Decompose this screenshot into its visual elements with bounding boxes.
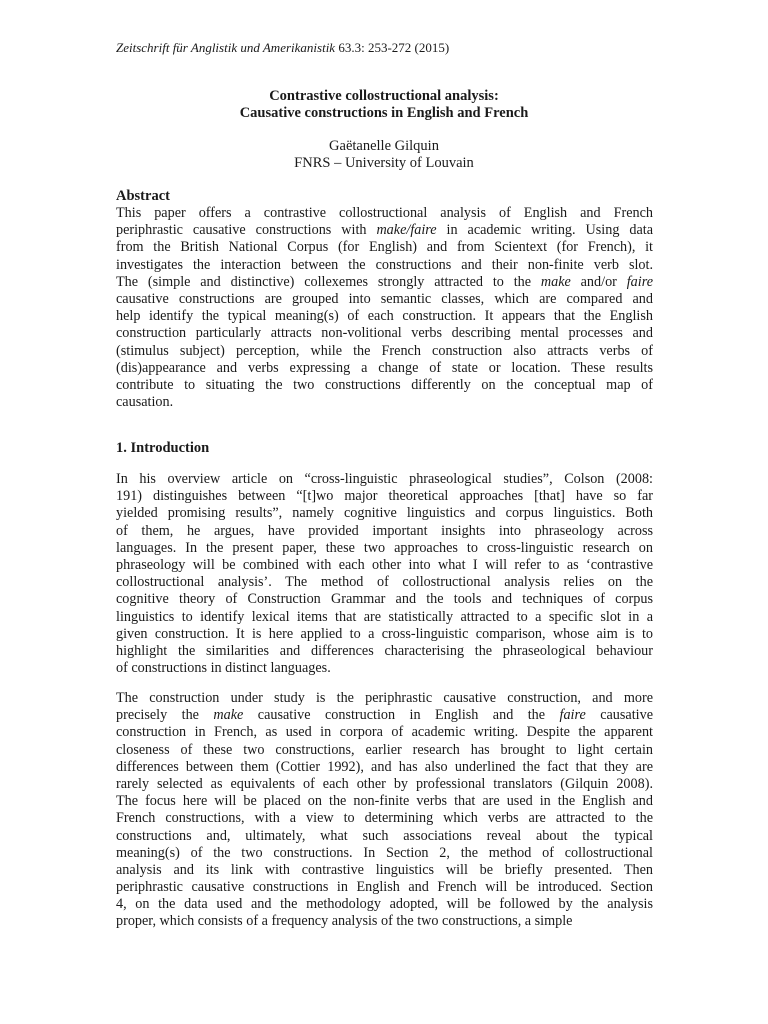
journal-name: Zeitschrift für Anglistik und Amerikanistik [116,40,336,55]
italic-term: make [540,273,571,290]
text-line: (stimulus subject) perception, while the French construction also attracts verbs of [116,342,653,359]
text-line: construction particularly attracts non-volitional verbs describing mental processes and [116,325,653,342]
text-line: construction in French, as used in corpora of academic writing. Despite the apparent [116,724,653,741]
text-line: contribute to situating the two constructions differently on the conceptual map of [116,376,653,393]
text-line: linguistics to identify lexical items that are statistically attracted to a specific slot in a [116,608,653,625]
author-affiliation: FNRS – University of Louvain [294,155,474,171]
journal-reference: 63.3: 253-272 (2015) [338,40,450,55]
text-line: analysis and its link with contrastive linguistics will be briefly presented. Then [116,861,653,878]
author-block [116,138,652,172]
title-line-1: Contrastive collostructional analysis: [269,88,499,104]
text-line: given construction. It is here applied to a cross-linguistic comparison, whose aim is to [116,625,653,642]
abstract-text [116,205,653,411]
text-line: (dis)appearance and verbs expressing a change of state or location. These results [116,359,653,376]
introduction-paragraph-2 [116,690,653,931]
text-line: The (simple and distinctive) collexemes strongly attracted to the make and/or faire [116,273,653,290]
text-line: closeness of these two constructions, earlier research has brought to light certain [116,741,653,758]
text-line: 191) distinguishes between “[t]wo major theoretical approaches [that] have so far [116,488,653,505]
text-line: of them, he argues, have provided important insights into phraseology across [116,522,653,539]
text-line: causation. [116,394,174,411]
text-line: The focus here will be placed on the non-finite verbs that are used in the English and [116,793,653,810]
journal-citation [116,40,449,56]
text-line: constructions and, ultimately, what such associations reveal about the typical [116,827,653,844]
text-line: causative constructions are grouped into semantic classes, which are compared and [116,290,653,307]
text-line: periphrastic causative constructions in English and French will be introduced. Section [116,879,653,896]
title-line-2: Causative constructions in English and French [239,105,529,121]
text-line: proper, which consists of a frequency analysis of the two constructions, a simple [116,913,573,930]
italic-term: faire [626,273,653,290]
text-line: This paper offers a contrastive collostructional analysis of English and French [116,205,653,221]
paper-title [116,88,652,122]
text-line: investigates the interaction between the constructions and their non-finite verb slot. [116,256,653,273]
text-line: from the British National Corpus (for English) and from Scientext (for French), it [116,239,653,256]
text-line: cognitive theory of Construction Grammar and the tools and techniques of corpus [116,591,653,608]
text-line: 4, on the data used and the methodology adopted, will be followed by the analysis [116,896,653,913]
text-line: In his overview article on “cross-linguistic phraseological studies”, Colson (2008: [116,471,653,487]
text-line: phraseology will be combined with each other into what I will refer to as ‘contrastive [116,556,653,573]
text-line: periphrastic causative constructions with make/faire in academic writing. Using data [116,222,653,239]
italic-term: make/faire [376,222,437,239]
text-line: help identify the typical meaning(s) of each construction. It appears that the English [116,308,653,325]
introduction-paragraph-1 [116,471,653,677]
text-line: differences between them (Cottier 1992), and has also underlined the fact that they are [116,758,653,775]
text-line: meaning(s) of the two constructions. In Section 2, the method of collostructional [116,844,653,861]
text-line: French constructions, with a view to determining which verbs are attracted to the [116,810,653,827]
text-line: collostructional analysis’. The method of collostructional analysis relies on the [116,574,653,591]
italic-term: make [213,707,244,724]
text-line: yielded promising results”, namely cognitive linguistics and corpus linguistics. Both [116,505,653,522]
section-heading-introduction: 1. Introduction [116,440,210,456]
author-name: Gaëtanelle Gilquin [329,138,439,154]
text-line: The construction under study is the periphrastic causative construction, and more [116,690,653,706]
text-line: languages. In the present paper, these two approaches to cross-linguistic research on [116,539,653,556]
text-line: highlight the similarities and differences characterising the phraseological behaviour [116,642,653,659]
text-line: of constructions in distinct languages. [116,660,331,677]
text-line: rarely selected as equivalents of each other by professional translators (Gilquin 2008). [116,775,653,792]
italic-term: faire [559,707,586,724]
abstract-heading: Abstract [116,188,170,204]
text-line: precisely the make causative construction in English and the faire causative [116,707,653,724]
